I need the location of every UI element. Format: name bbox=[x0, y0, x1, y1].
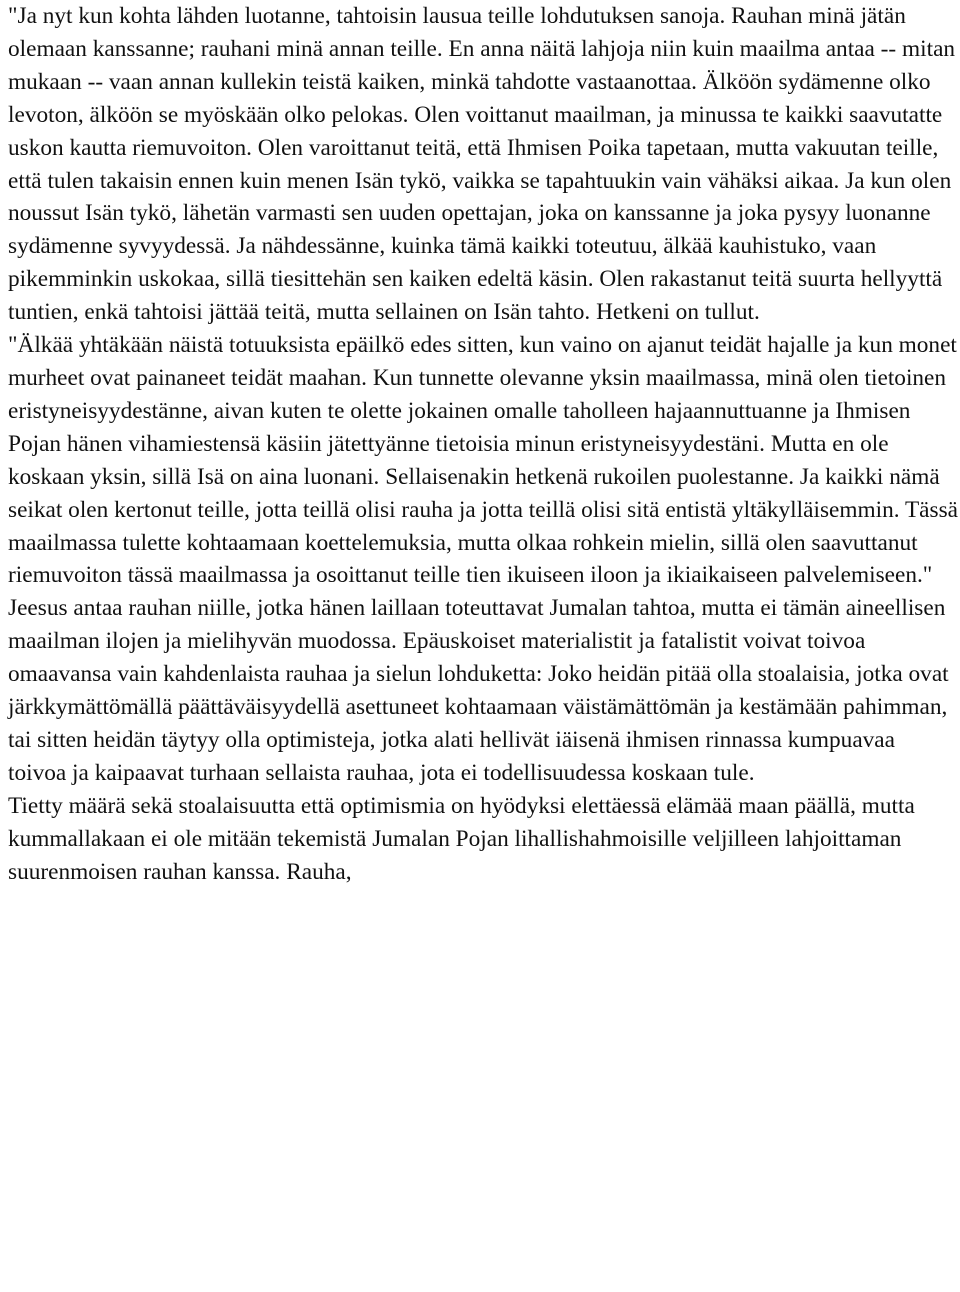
sentence: Epäuskoiset materialistit ja fatalistit voivat toivoa omaavansa vain kahdenlaista rauhaa ja sielun lohduketta: Joko heidän pitää olla stoalaisia, jotka ovat järkkymättömällä päättäväisyydellä asettuneet kohtaamaan väistämättömän ja kestämään pahimman, tai sitten heidän täytyy olla optimisteja, jotka alati hellivät iäisenä ihmisen rinnassa kumpuavaa toivoa ja kaipaavat turhaan sellaista rauhaa, jota ei todellisuudessa koskaan tule. bbox=[8, 628, 949, 786]
sentence: Mutta en ole koskaan yksin, sillä Isä on aina luonani. bbox=[8, 430, 889, 490]
sentence: Kun tunnette olevanne yksin maailmassa, minä olen tietoinen eristyneisyydestänne, aivan kuten te olette jokainen omalle taholleen hajaannuttuanne ja Ihmisen Pojan hänen vihamiestensä käsiin jätettyänne tietoisia minun eristyneisyydestäni. bbox=[8, 364, 947, 457]
paragraph-farewell-peace bbox=[8, 0, 958, 329]
sentence: Olen voittanut maailman, ja minussa te kaikki saavutatte uskon kautta riemuvoiton. bbox=[8, 101, 943, 161]
sentence: Jeesus antaa rauhan niille, jotka hänen laillaan toteuttavat Jumalan tahtoa, mutta ei tämän aineellisen maailman ilojen ja mielihyvän muodossa. bbox=[8, 595, 946, 655]
sentence: Rauha, bbox=[286, 858, 352, 885]
sentence: En anna näitä lahjoja niin kuin maailma antaa -- mitan mukaan -- vaan annan kullekin teistä kaiken, minkä tahdotte vastaanottaa. bbox=[8, 35, 956, 95]
paragraph-do-not-doubt bbox=[8, 329, 958, 592]
sentence: "Älkää yhtäkään näistä totuuksista epäilkö edes sitten, kun vaino on ajanut teidät hajalle ja kun monet murheet ovat painaneet teidät maahan. bbox=[8, 332, 957, 391]
paragraph-stoicism-optimism bbox=[8, 790, 958, 889]
sentence: "Ja nyt kun kohta lähden luotanne, tahtoisin lausua teille lohdutuksen sanoja. bbox=[8, 3, 726, 29]
sentence: Olen varoittanut teitä, että Ihmisen Poika tapetaan, mutta vakuutan teille, että tulen takaisin ennen kuin menen Isän tykö, vaikka se tapahtuukin vain vähäksi aikaa. bbox=[8, 134, 939, 194]
sentence: Tietty määrä sekä stoalaisuutta että optimismia on hyödyksi elettäessä elämää maan päällä, mutta kummallakaan ei ole mitään tekemistä Jumalan Pojan lihallishahmoisille veljilleen lahjoittaman suurenmoisen rauhan kanssa. bbox=[8, 792, 915, 885]
sentence: Sellaisenakin hetkenä rukoilen puolestanne. bbox=[385, 463, 795, 490]
sentence: Älköön sydämenne olko levoton, älköön se myöskään olko pelokas. bbox=[8, 68, 931, 128]
sentence: Ja kun olen noussut Isän tykö, lähetän varmasti sen uuden opettajan, joka on kanssanne ja joka pysyy luonanne sydämenne syvyydessä. bbox=[8, 167, 952, 260]
sentence: Ja kaikki nämä seikat olen kertonut teille, jotta teillä olisi rauha ja jotta teillä olisi sitä entistä yltäkylläisemmin. bbox=[8, 463, 940, 523]
document-page bbox=[8, 0, 958, 888]
sentence: Hetkeni on tullut. bbox=[596, 299, 760, 326]
sentence: Rauhan minä jätän olemaan kanssanne; rauhani minä annan teille. bbox=[8, 3, 906, 62]
sentence: Ja nähdessänne, kuinka tämä kaikki toteutuu, älkää kauhistuko, vaan pikemminkin uskokaa, sillä tiesittehän sen kaiken edeltä käsin. bbox=[8, 233, 877, 293]
sentence: Olen rakastanut teitä suurta hellyyttä tuntien, enkä tahtoisi jättää teitä, mutta sellainen on Isän tahto. bbox=[8, 266, 943, 326]
sentence: Tässä maailmassa tulette kohtaamaan koettelemuksia, mutta olkaa rohkein mielin, sillä olen saavuttanut riemuvoiton tässä maailmassa ja osoittanut teille tien ikuiseen iloon ja ikiaikaiseen palvelemiseen." bbox=[8, 496, 958, 589]
paragraph-jesus-gives-peace bbox=[8, 592, 958, 789]
